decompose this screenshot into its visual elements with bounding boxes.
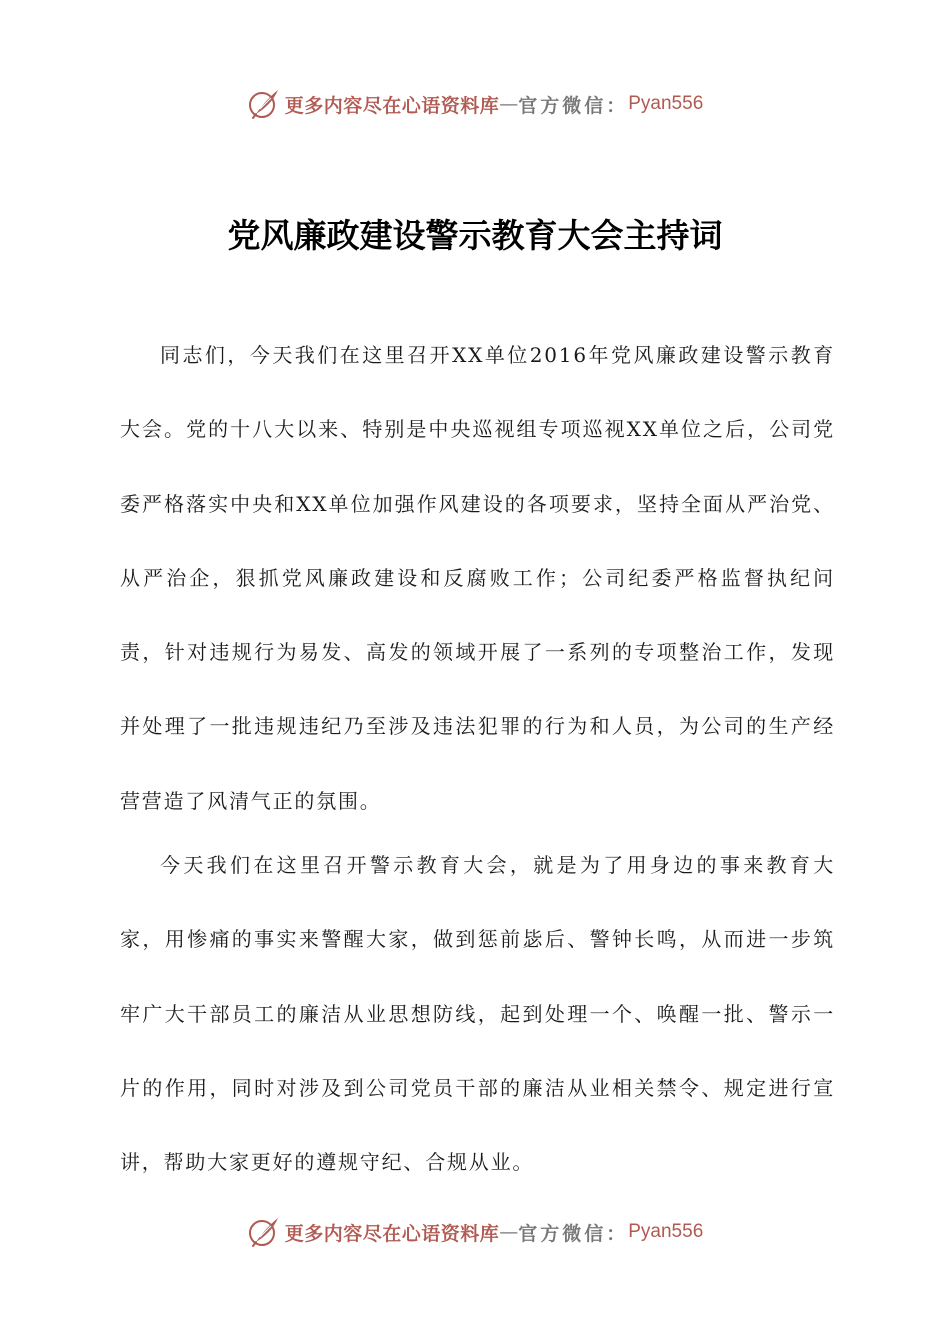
- banner-wechat-label: 官方微信：: [518, 1222, 629, 1245]
- body-paragraph-1: 同志们，今天我们在这里召开XX单位2016年党风廉政建设警示教育大会。党的十八大以来、特别是中央巡视组专项巡视XX单位之后，公司党委严格落实中央和XX单位加强作风建设的各项要求，坚持全面从严治党、从严治企，狠抓党风廉政建设和反腐败工作；公司纪委严格监督执纪问责，针对违规行为易发、高发的领域开展了一系列的专项整治工作，发现并处理了一批违规违纪乃至涉及违法犯罪的行为和人员，为公司的生产经营营造了风清气正的氛围。: [120, 343, 835, 813]
- banner-main-text: 更多内容尽在心语资料库: [284, 94, 500, 117]
- footer-banner: [0, 1212, 950, 1252]
- document-title: 党风廉政建设警示教育大会主持词: [227, 216, 723, 255]
- banner-wechat-id: Pyan556: [628, 93, 704, 114]
- document-body: [120, 318, 835, 1200]
- header-banner: [0, 84, 950, 124]
- quill-logo-icon: [247, 1215, 281, 1249]
- banner-wechat-id: Pyan556: [628, 1221, 704, 1242]
- banner-separator: —: [499, 1221, 519, 1243]
- banner-main-text: 更多内容尽在心语资料库: [284, 1222, 500, 1245]
- body-paragraph-2: 今天我们在这里召开警示教育大会，就是为了用身边的事来教育大家，用惨痛的事实来警醒大家，做到惩前毖后、警钟长鸣，从而进一步筑牢广大干部员工的廉洁从业思想防线，起到处理一个、唤醒一批、警示一片的作用，同时对涉及到公司党员干部的廉洁从业相关禁令、规定进行宣讲，帮助大家更好的遵规守纪、合规从业。: [120, 853, 835, 1175]
- banner-wechat-label: 官方微信：: [518, 94, 629, 117]
- banner-separator: —: [499, 93, 519, 115]
- quill-logo-icon: [247, 87, 281, 121]
